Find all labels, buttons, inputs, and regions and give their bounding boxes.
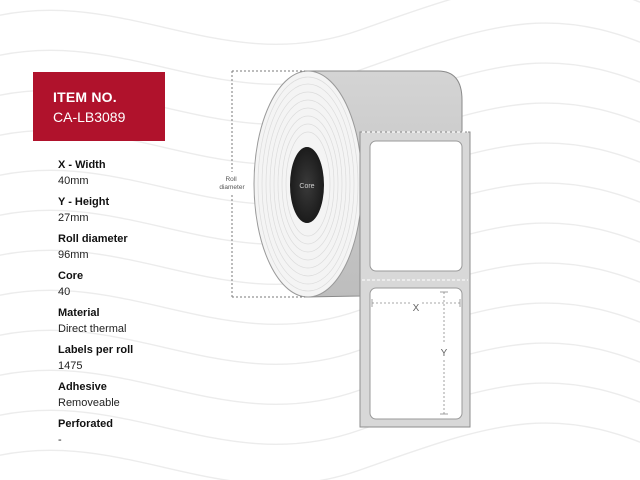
- spec-value: 40: [58, 286, 71, 298]
- spec-label: Adhesive: [58, 381, 107, 393]
- spec-label: Core: [58, 270, 84, 282]
- x-dimension-label: X: [412, 303, 420, 314]
- spec-value: 96mm: [58, 249, 89, 261]
- y-dimension-label: Y: [440, 348, 448, 359]
- item-code: CA-LB3089: [53, 109, 126, 125]
- spec-value: 1475: [58, 360, 83, 372]
- spec-value: 40mm: [58, 175, 89, 187]
- spec-value: Direct thermal: [58, 323, 127, 335]
- spec-value: Removeable: [58, 397, 120, 409]
- label-1: [370, 141, 462, 271]
- item-number-title: ITEM NO.: [53, 89, 117, 105]
- roll-diameter-label: Roll diameter: [219, 176, 245, 191]
- spec-label: Roll diameter: [58, 233, 128, 245]
- spec-label: Material: [58, 307, 100, 319]
- spec-label: X - Width: [58, 159, 106, 171]
- spec-label: Perforated: [58, 418, 114, 430]
- spec-value: -: [58, 434, 62, 446]
- core-label: Core: [299, 183, 315, 190]
- spec-value: 27mm: [58, 212, 89, 224]
- spec-label: Labels per roll: [58, 344, 134, 356]
- spec-label: Y - Height: [58, 196, 110, 208]
